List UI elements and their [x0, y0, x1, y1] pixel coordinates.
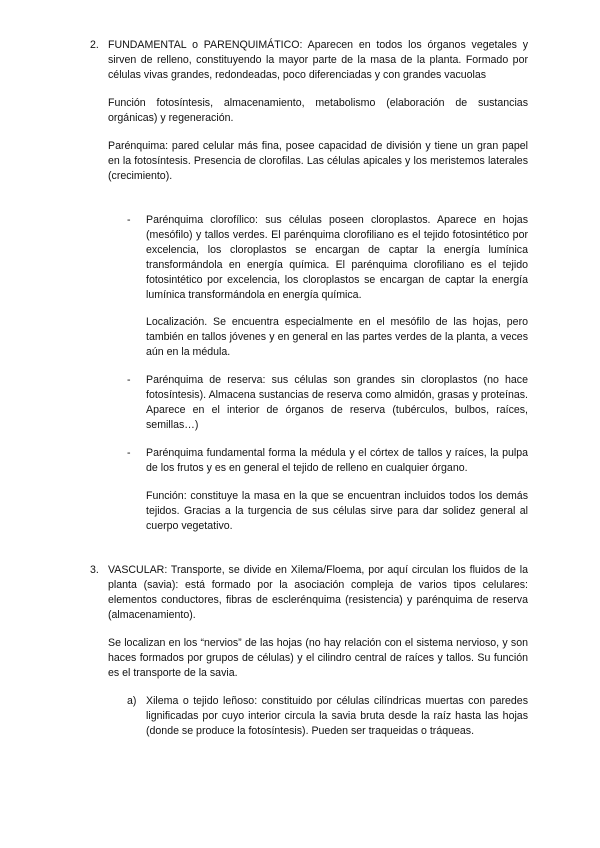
- list-bullet: -: [127, 374, 131, 386]
- list-bullet: -: [127, 447, 131, 459]
- list-item-reserve-parenchyma: Parénquima de reserva: sus células son grandes sin cloroplastos (no hace fotosíntesis). Almacena sustancias de reserva como almidón, grasas y proteínas. Aparece en el interior de órganos de reserva (tubérculos, bulbos, raíces, semillas…): [146, 374, 528, 431]
- section-intro-paragraph: FUNDAMENTAL o PARENQUIMÁTICO: Aparecen en todos los órganos vegetales y sirven de relleno, constituyendo la mayor parte de la masa de la planta. Formado por células vivas grandes, redondeadas, poco diferenciadas y con grandes vacuolas: [108, 39, 528, 81]
- location-paragraph: Se localizan en los “nervios” de las hojas (no hay relación con el sistema nervioso, y son haces formados por grupos de células) y el cilindro central de raíces y tallos. Su función es el transporte de la savia.: [108, 637, 528, 679]
- list-item-fundamental-parenchyma: Parénquima fundamental forma la médula y el córtex de tallos y raíces, la pulpa de los frutos y es en general el tejido de relleno en cualquier órgano.: [146, 447, 528, 474]
- list-bullet: -: [127, 214, 131, 226]
- section-number: 3.: [90, 564, 99, 576]
- list-marker: a): [127, 695, 137, 707]
- section-number: 2.: [90, 39, 99, 51]
- function-paragraph: Función: constituye la masa en la que se encuentran incluidos todos los demás tejidos. Gracias a la turgencia de sus células sirve para dar solidez general al cuerpo vegetativo.: [146, 490, 528, 532]
- list-item-xylem: Xilema o tejido leñoso: constituido por células cilíndricas muertas con paredes lignificadas por cuyo interior circula la savia bruta desde la raíz hasta las hojas (donde se produce la fotosíntesis). Pueden ser traqueidas o tráqueas.: [146, 695, 528, 737]
- parenchyma-paragraph: Parénquima: pared celular más fina, posee capacidad de división y tiene un gran papel en la fotosíntesis. Presencia de clorofilas. Las células apicales y los meristemos laterales (crecimiento).: [108, 140, 528, 182]
- functions-paragraph: Función fotosíntesis, almacenamiento, metabolismo (elaboración de sustancias orgánicas) y regeneración.: [108, 97, 528, 124]
- location-paragraph: Localización. Se encuentra especialmente en el mesófilo de las hojas, pero también en tallos jóvenes y en general en las partes verdes de la planta, a veces aún en la médula.: [146, 316, 528, 358]
- section-intro-paragraph: VASCULAR: Transporte, se divide en Xilema/Floema, por aquí circulan los fluidos de la planta (savia): está formado por la asociación compleja de varios tipos celulares: elementos conductores, fibras de esclerénquima (resistencia) y parénquima de reserva (almacenamiento).: [108, 564, 528, 621]
- list-item-chlorophyll-parenchyma: Parénquima clorofílico: sus células poseen cloroplastos. Aparece en hojas (mesófilo) y tallos verdes. El parénquima clorofiliano es el tejido fotosintético por excelencia, los cloroplastos se encargan de captar la energía lumínica transformándola en energía química. El parénquima clorofiliano es el tejido fotosintético por excelencia, los cloroplastos se encargan de captar la energía lumínica transformándola en energía química.: [146, 214, 528, 301]
